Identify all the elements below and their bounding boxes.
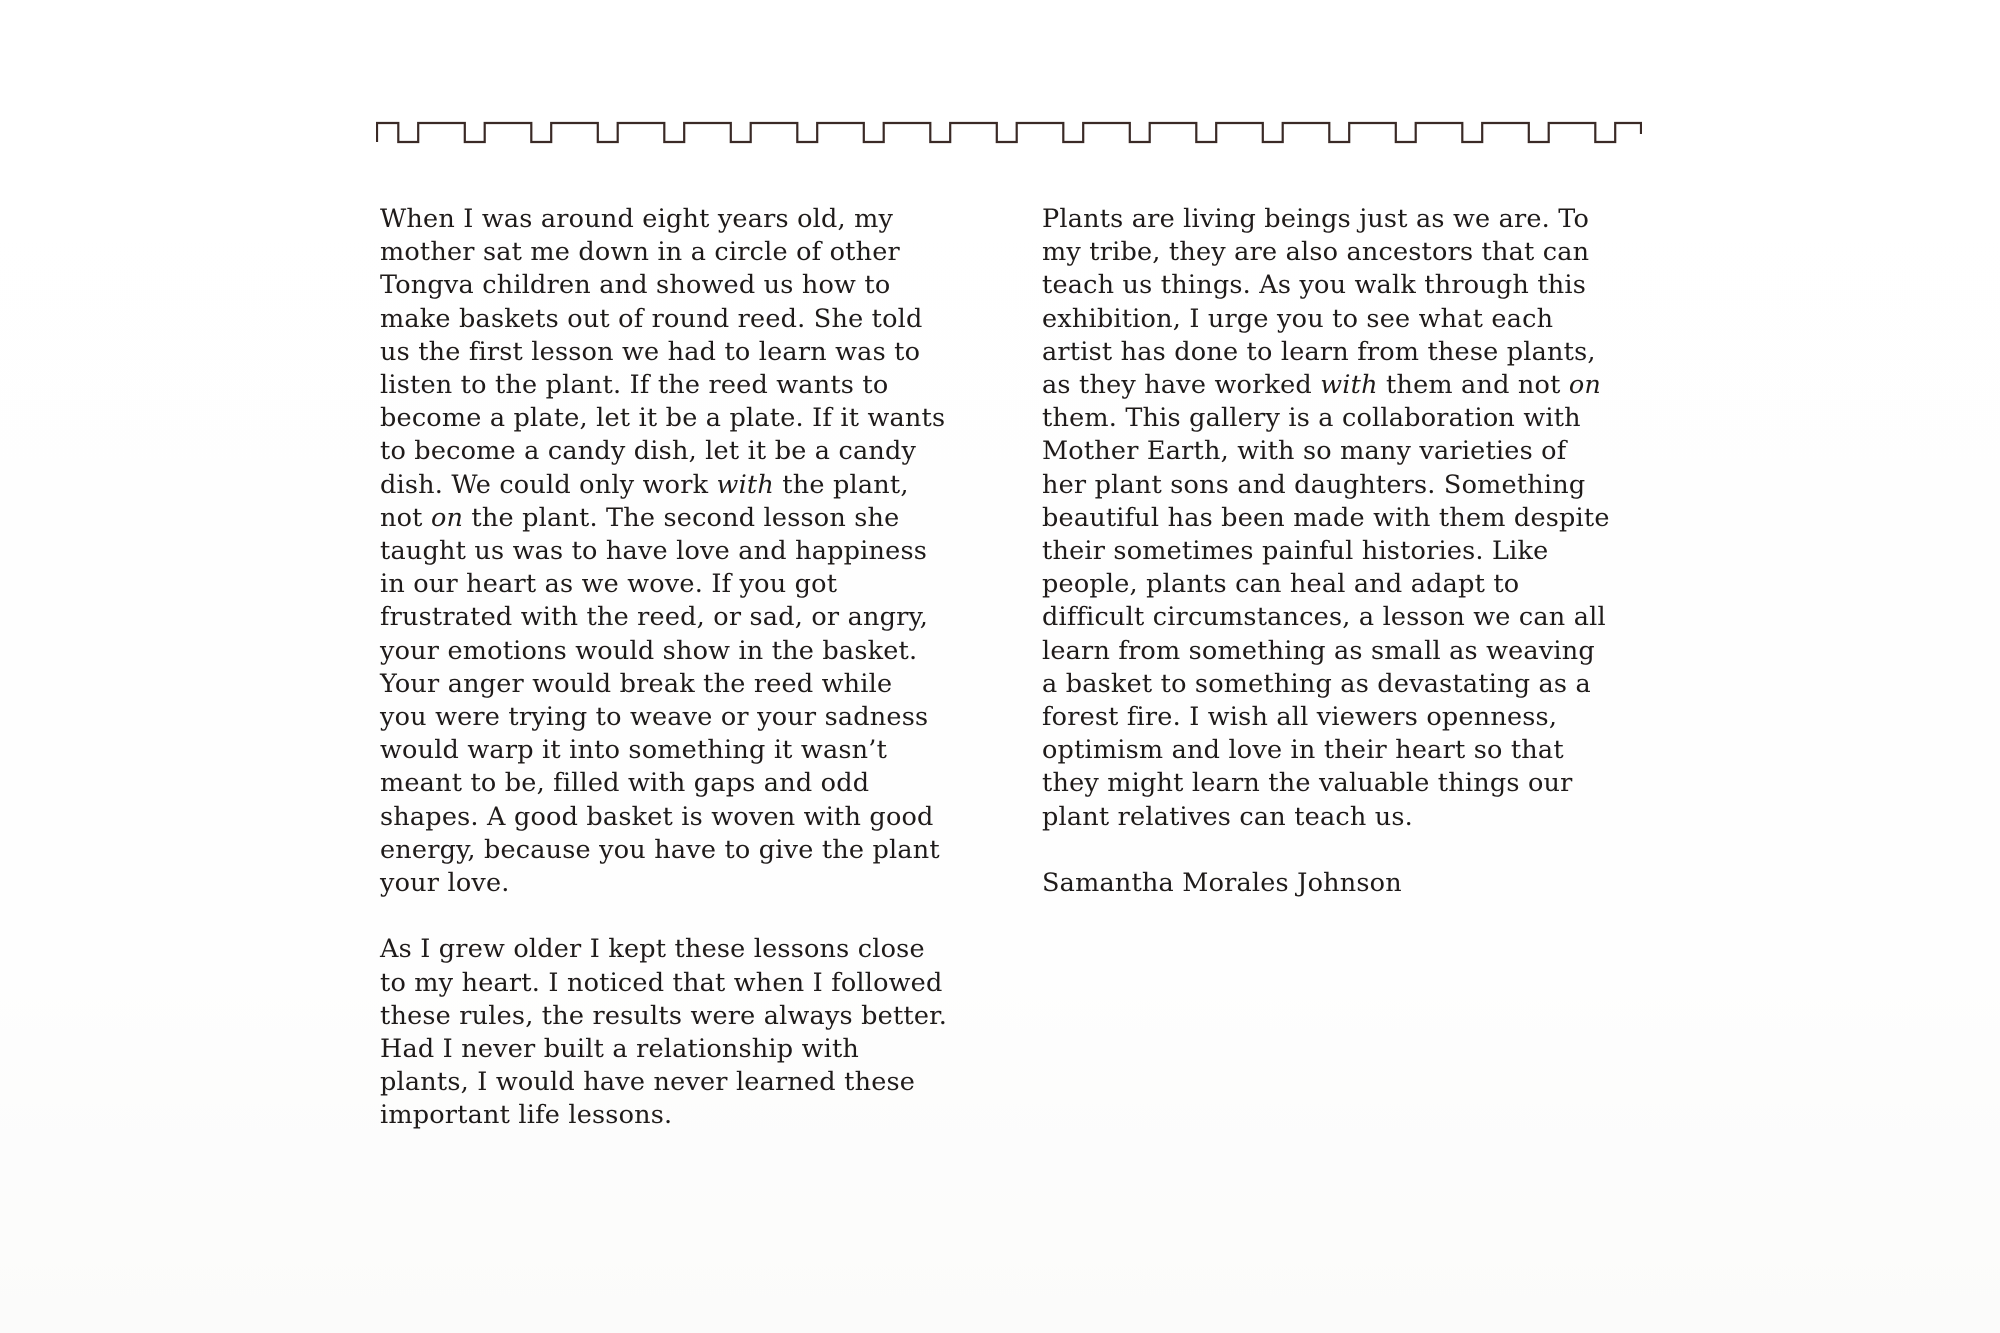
text-line bbox=[380, 402, 1000, 435]
text-segment: mother sat me down in a circle of other bbox=[380, 237, 900, 268]
text-line bbox=[1042, 469, 1662, 502]
text-segment: Had I never built a relationship with bbox=[380, 1034, 860, 1065]
text-line bbox=[1042, 767, 1662, 800]
text-segment: to become a candy dish, let it be a candy bbox=[380, 436, 917, 467]
text-segment: When I was around eight years old, my bbox=[380, 204, 894, 234]
text-segment: optimism and love in their heart so that bbox=[1042, 735, 1564, 766]
text-line bbox=[380, 336, 1000, 369]
text-segment: artist has done to learn from these plants, bbox=[1042, 336, 1596, 367]
text-line bbox=[380, 435, 1000, 468]
text-segment: Plants are living beings just as we are. To bbox=[1042, 204, 1590, 234]
text-segment: learn from something as small as weaving bbox=[1042, 635, 1595, 666]
text-line bbox=[380, 967, 1000, 1000]
text-line bbox=[1042, 236, 1662, 269]
text-line bbox=[1042, 601, 1662, 634]
text-segment: meant to be, filled with gaps and odd bbox=[380, 768, 870, 799]
right-text-column bbox=[1042, 203, 1662, 900]
text-line bbox=[380, 502, 1000, 535]
text-line bbox=[380, 734, 1000, 767]
text-segment: not bbox=[380, 502, 431, 533]
text-line bbox=[1042, 203, 1662, 236]
text-line bbox=[380, 668, 1000, 701]
text-segment: the plant. The second lesson she bbox=[463, 502, 900, 533]
text-line bbox=[380, 535, 1000, 568]
text-segment: difficult circumstances, a lesson we can all bbox=[1042, 602, 1606, 633]
italic-emphasis: with bbox=[716, 469, 774, 500]
text-segment: their sometimes painful histories. Like bbox=[1042, 536, 1549, 567]
text-line bbox=[380, 933, 1000, 966]
text-segment: exhibition, I urge you to see what each bbox=[1042, 303, 1554, 334]
text-segment: listen to the plant. If the reed wants to bbox=[380, 370, 889, 401]
text-segment: to my heart. I noticed that when I followed bbox=[380, 967, 943, 998]
text-segment: frustrated with the reed, or sad, or angry, bbox=[380, 602, 929, 633]
italic-emphasis: on bbox=[430, 502, 464, 533]
text-segment: a basket to something as devastating as a bbox=[1042, 668, 1591, 699]
text-line bbox=[1042, 502, 1662, 535]
text-segment: us the first lesson we had to learn was to bbox=[380, 336, 921, 367]
text-line bbox=[380, 701, 1000, 734]
text-line bbox=[380, 303, 1000, 336]
text-segment: people, plants can heal and adapt to bbox=[1042, 569, 1520, 600]
text-segment: important life lessons. bbox=[380, 1100, 673, 1131]
text-segment: the plant, bbox=[774, 469, 909, 500]
text-line bbox=[380, 269, 1000, 302]
text-segment: make baskets out of round reed. She told bbox=[380, 303, 923, 334]
text-line bbox=[1042, 801, 1662, 834]
text-line bbox=[1042, 568, 1662, 601]
text-line bbox=[380, 1033, 1000, 1066]
text-line bbox=[380, 469, 1000, 502]
text-line bbox=[1042, 668, 1662, 701]
text-segment: Mother Earth, with so many varieties of bbox=[1042, 436, 1567, 467]
text-segment: them and not bbox=[1377, 370, 1569, 401]
text-segment: taught us was to have love and happiness bbox=[380, 536, 928, 567]
text-line bbox=[1042, 734, 1662, 767]
paragraph-plants-as-ancestors bbox=[1042, 203, 1662, 834]
text-line bbox=[380, 767, 1000, 800]
text-segment: forest fire. I wish all viewers openness, bbox=[1042, 702, 1558, 733]
text-line bbox=[380, 867, 1000, 900]
text-segment: plants, I would have never learned these bbox=[380, 1067, 916, 1098]
text-line bbox=[1042, 635, 1662, 668]
text-segment: my tribe, they are also ancestors that can bbox=[1042, 237, 1590, 268]
text-line bbox=[380, 1000, 1000, 1033]
paragraph-growing-older bbox=[380, 933, 1000, 1132]
text-segment: dish. We could only work bbox=[380, 469, 717, 500]
text-line bbox=[380, 635, 1000, 668]
text-segment: plant relatives can teach us. bbox=[1042, 801, 1413, 832]
text-line bbox=[1042, 435, 1662, 468]
text-line bbox=[1042, 336, 1662, 369]
text-line bbox=[1042, 303, 1662, 336]
text-segment: you were trying to weave or your sadness bbox=[380, 702, 929, 733]
text-line bbox=[380, 834, 1000, 867]
text-line bbox=[1042, 535, 1662, 568]
text-segment: your love. bbox=[380, 868, 510, 899]
text-segment: As I grew older I kept these lessons close bbox=[380, 934, 925, 965]
text-line bbox=[380, 568, 1000, 601]
text-line bbox=[1042, 402, 1662, 435]
text-segment: her plant sons and daughters. Something bbox=[1042, 469, 1586, 500]
text-segment: teach us things. As you walk through this bbox=[1042, 270, 1587, 301]
text-segment: in our heart as we wove. If you got bbox=[380, 569, 838, 600]
text-line bbox=[380, 236, 1000, 269]
text-segment: energy, because you have to give the plant bbox=[380, 834, 940, 865]
text-line bbox=[1042, 701, 1662, 734]
italic-emphasis: with bbox=[1320, 370, 1378, 401]
paragraph-lessons-from-mother bbox=[380, 203, 1000, 900]
text-segment: beautiful has been made with them despite bbox=[1042, 502, 1610, 533]
left-text-column bbox=[380, 203, 1000, 1166]
decorative-greek-key-border bbox=[376, 118, 1642, 148]
text-line bbox=[1042, 269, 1662, 302]
text-line bbox=[1042, 369, 1662, 402]
text-line bbox=[380, 601, 1000, 634]
text-line bbox=[380, 369, 1000, 402]
text-segment: they might learn the valuable things our bbox=[1042, 768, 1573, 799]
text-segment: become a plate, let it be a plate. If it wants bbox=[380, 403, 946, 434]
text-line bbox=[380, 1099, 1000, 1132]
text-line bbox=[380, 1066, 1000, 1099]
text-segment: would warp it into something it wasn’t bbox=[380, 735, 888, 766]
author-signature: Samantha Morales Johnson bbox=[1042, 868, 1402, 899]
text-segment: your emotions would show in the basket. bbox=[380, 635, 918, 666]
italic-emphasis: on bbox=[1568, 370, 1602, 401]
text-segment: shapes. A good basket is woven with good bbox=[380, 801, 934, 832]
text-line bbox=[380, 801, 1000, 834]
text-segment: Your anger would break the reed while bbox=[380, 668, 893, 699]
text-segment: as they have worked bbox=[1042, 370, 1321, 401]
text-segment: these rules, the results were always better. bbox=[380, 1000, 948, 1031]
text-segment: Tongva children and showed us how to bbox=[380, 270, 891, 301]
text-segment: them. This gallery is a collaboration with bbox=[1042, 403, 1581, 434]
text-line bbox=[380, 203, 1000, 236]
